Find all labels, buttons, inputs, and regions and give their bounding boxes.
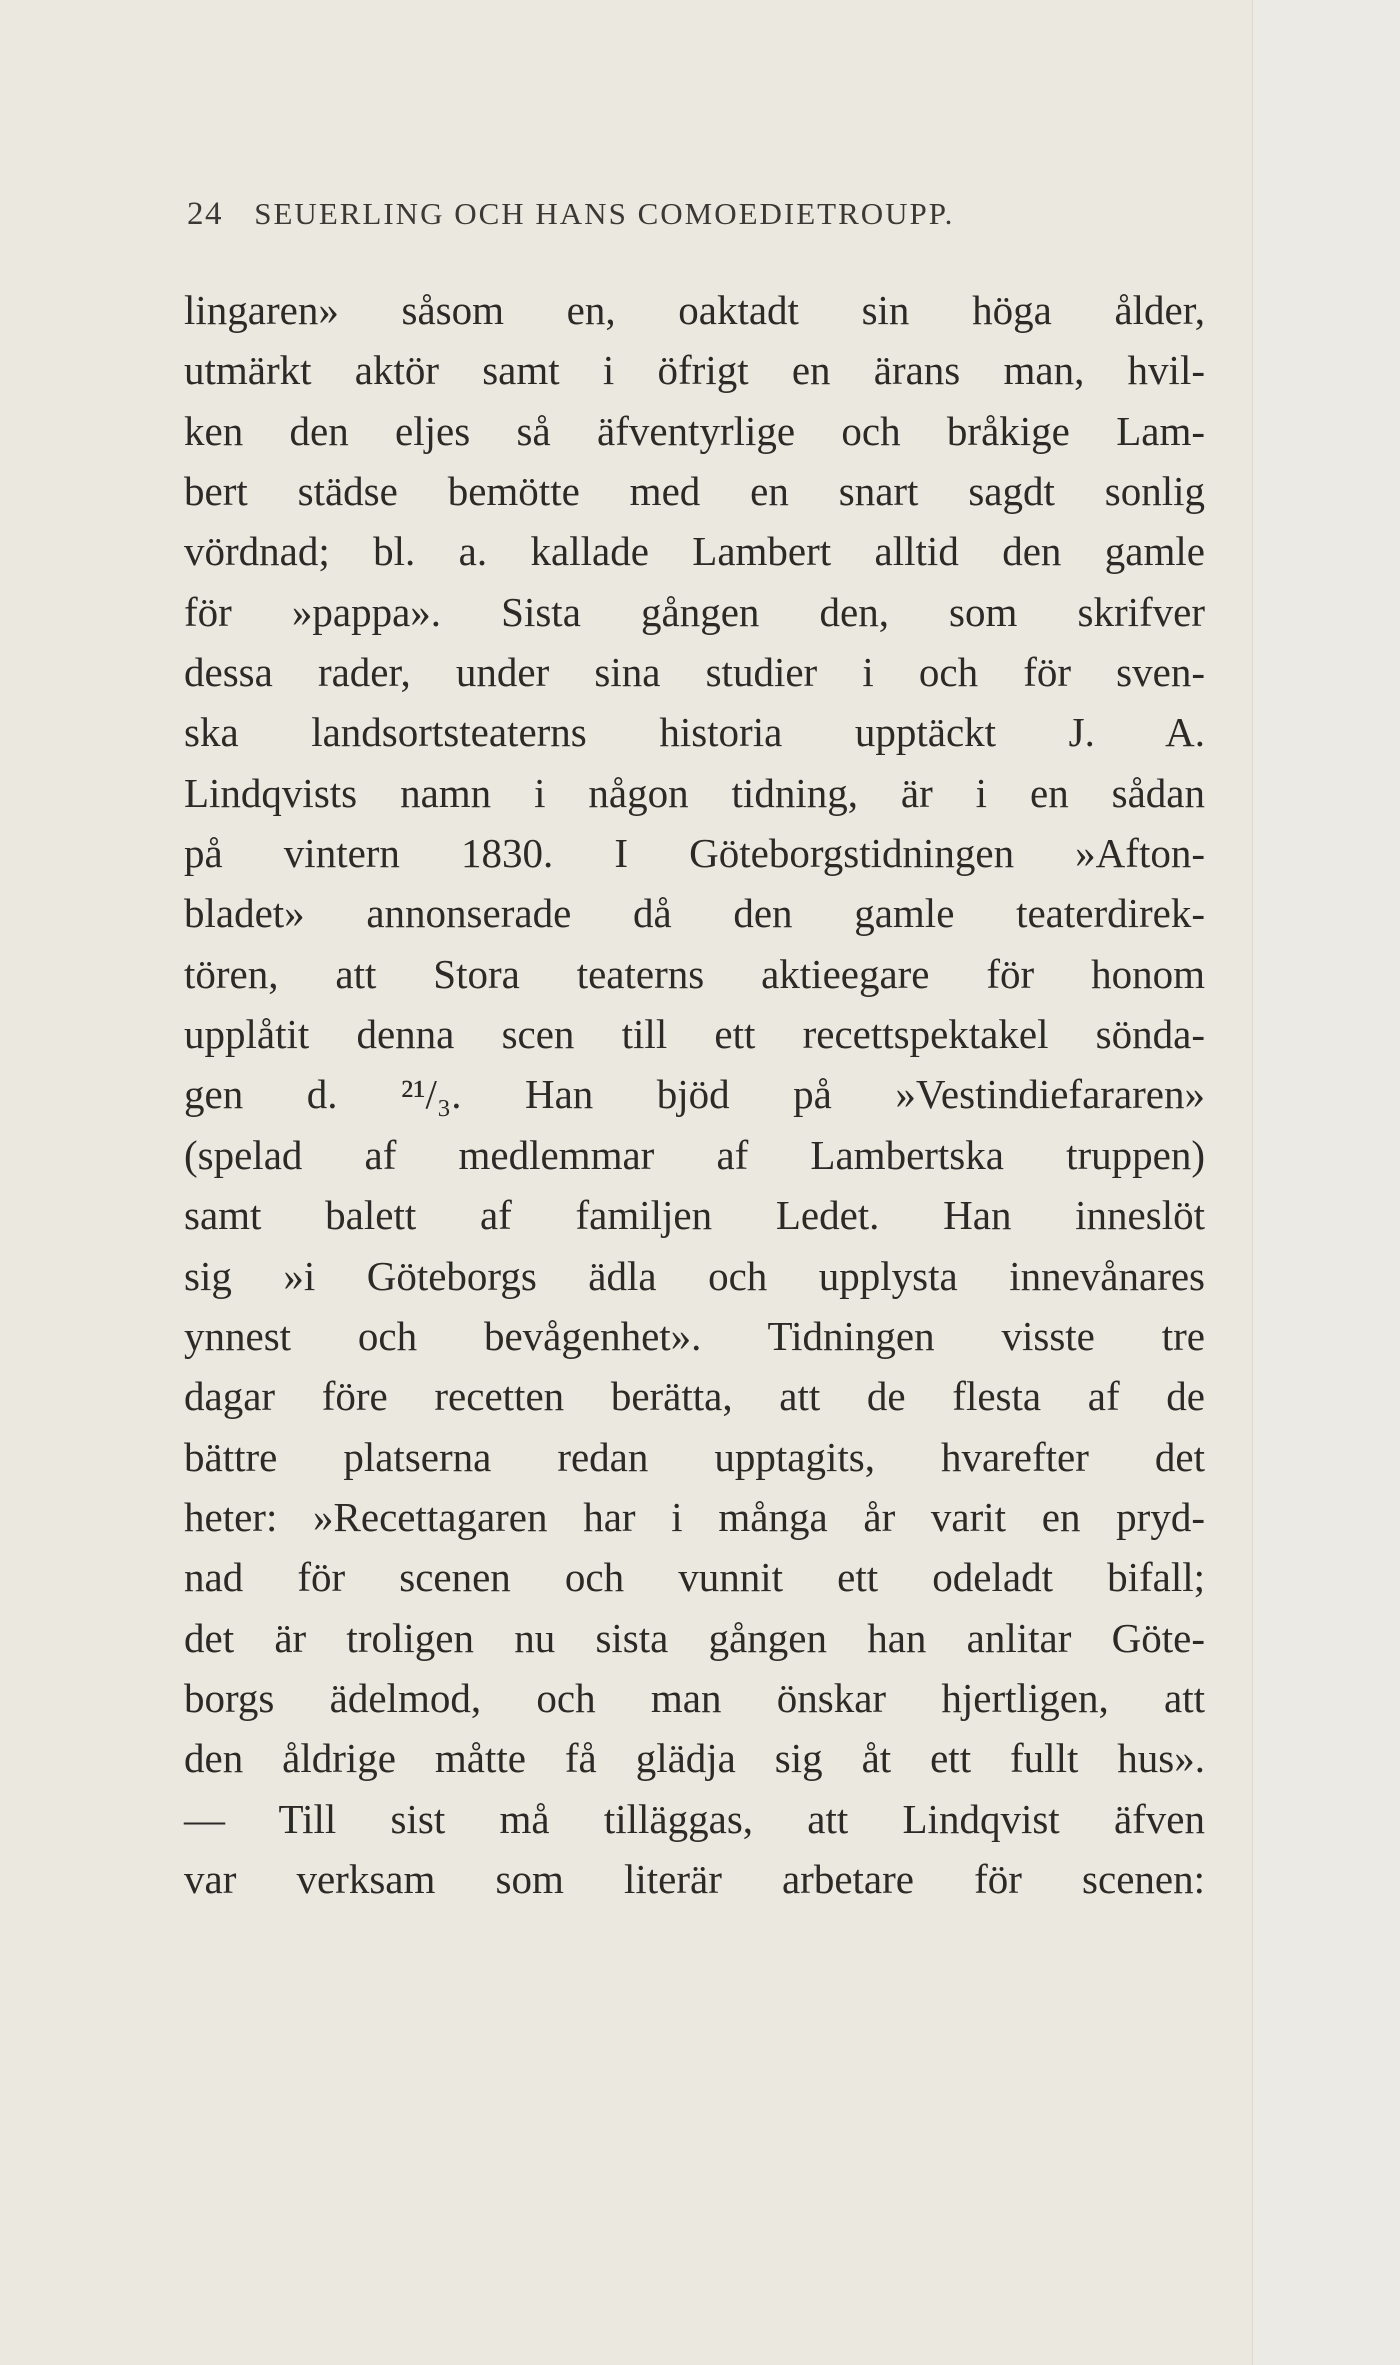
text-line: tören, att Stora teaterns aktieegare för honom (184, 950, 1205, 997)
page-header (187, 196, 1207, 256)
text-line: borgs ädelmod, och man önskar hjertligen, att (184, 1674, 1205, 1721)
page-edge (1252, 0, 1400, 2365)
text-line: heter: »Recettagaren har i många år varit en pryd- (184, 1493, 1205, 1540)
text-line: ken den eljes så äfventyrlige och bråkige Lam- (184, 407, 1205, 454)
text-line: bladet» annonserade då den gamle teaterdirek- (184, 890, 1205, 937)
text-line: ska landsortsteaterns historia upptäckt J. A. (184, 709, 1205, 756)
text-line: — Till sist må tilläggas, att Lindqvist äfven (184, 1795, 1205, 1842)
text-line: Lindqvists namn i någon tidning, är i en sådan (184, 769, 1205, 816)
running-title: SEUERLING OCH HANS COMOEDIETROUPP. (254, 196, 955, 231)
text-line: lingaren» såsom en, oaktadt sin höga ålder, (184, 287, 1205, 333)
text-line: för »pappa». Sista gången den, som skrifver (184, 588, 1205, 635)
text-line: dagar före recetten berätta, att de flesta af de (184, 1373, 1205, 1420)
body-text (184, 280, 1205, 1909)
text-line: samt balett af familjen Ledet. Han inneslöt (184, 1192, 1205, 1239)
text-line: ynnest och bevågenhet». Tidningen visste tre (184, 1312, 1205, 1359)
text-line: det är troligen nu sista gången han anlitar Göte- (184, 1614, 1205, 1661)
text-line: på vintern 1830. I Göteborgstidningen »Afton- (184, 830, 1205, 877)
text-line: vördnad; bl. a. kallade Lambert alltid den gamle (184, 528, 1205, 575)
text-line: bert städse bemötte med en snart sagdt sonlig (184, 468, 1205, 515)
text-line: utmärkt aktör samt i öfrigt en ärans man, hvil- (184, 347, 1205, 394)
text-line: (spelad af medlemmar af Lambertska truppen) (184, 1131, 1205, 1178)
text-line: dessa rader, under sina studier i och för sven- (184, 649, 1205, 696)
text-line: upplåtit denna scen till ett recettspektakel sönda- (184, 1011, 1205, 1058)
text-line: var verksam som literär arbetare för scenen: (184, 1855, 1205, 1902)
text-line: nad för scenen och vunnit ett odeladt bifall; (184, 1554, 1205, 1601)
page-number: 24 (187, 196, 223, 232)
text-line: bättre platserna redan upptagits, hvarefter det (184, 1433, 1205, 1480)
text-line: den åldrige måtte få glädja sig åt ett fullt hus». (184, 1735, 1205, 1782)
text-line: gen d. ²¹/₃. Han bjöd på »Vestindiefararen» (184, 1071, 1205, 1118)
text-line: sig »i Göteborgs ädla och upplysta innevånares (184, 1252, 1205, 1299)
